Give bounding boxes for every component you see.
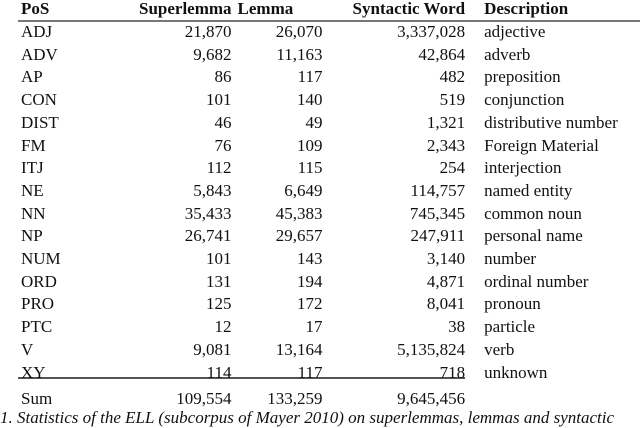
- table-row: [18, 66, 618, 89]
- table-row: [18, 157, 618, 180]
- table-cell: 482: [439, 67, 466, 87]
- table-cell: PRO: [21, 294, 55, 314]
- table-cell: ORD: [21, 271, 57, 291]
- table-row: [18, 89, 618, 112]
- table-cell: 194: [297, 271, 323, 291]
- table-cell: 133,259: [267, 389, 323, 409]
- column-header: Superlemma: [139, 0, 232, 18]
- column-header: Description: [484, 0, 569, 18]
- table-cell: 42,864: [418, 44, 466, 64]
- table-cell: NE: [21, 180, 44, 200]
- table-cell: XY: [21, 362, 46, 382]
- table-cell: 109,554: [176, 389, 232, 409]
- table-row: [18, 316, 618, 339]
- table-cell: 46: [214, 112, 232, 132]
- table-cell: 3,140: [426, 249, 466, 269]
- pos-statistics-table: [18, 0, 618, 411]
- table-cell: NP: [21, 226, 43, 246]
- table-cell: particle: [484, 317, 536, 337]
- table-cell: 114,757: [410, 180, 466, 200]
- table-cell: 9,081: [193, 339, 232, 359]
- table-cell: personal name: [484, 226, 583, 246]
- table-row: [18, 44, 618, 67]
- table-cell: 17: [305, 317, 323, 337]
- table-cell: 101: [206, 90, 232, 110]
- table-row: [18, 271, 618, 294]
- table-cell: DIST: [21, 112, 59, 132]
- table-cell: 8,041: [426, 294, 466, 314]
- table-cell: 12: [214, 317, 232, 337]
- table-cell: 35,433: [184, 203, 232, 223]
- header-row: [18, 0, 618, 21]
- table-row: [18, 135, 618, 158]
- table-cell: adjective: [484, 22, 546, 41]
- table-cell: 140: [297, 90, 323, 110]
- table-cell: 112: [206, 158, 232, 178]
- table-cell: 131: [206, 271, 232, 291]
- table-cell: pronoun: [484, 294, 541, 314]
- table-cell: 115: [297, 158, 323, 178]
- table-cell: ADJ: [21, 22, 53, 41]
- table-cell: 26,070: [275, 22, 323, 41]
- table-cell: 117: [297, 67, 323, 87]
- table-cell: 9,645,456: [397, 389, 466, 409]
- table-cell: CON: [21, 90, 57, 110]
- table-row: [18, 112, 618, 135]
- table-cell: AP: [21, 67, 43, 87]
- column-header: Syntactic Word: [352, 0, 466, 18]
- table-cell: ordinal number: [484, 271, 589, 291]
- table-cell: 4,871: [426, 271, 466, 291]
- table-cell: 5,135,824: [397, 339, 466, 359]
- table-cell: NN: [21, 203, 46, 223]
- table-cell: 26,741: [184, 226, 232, 246]
- table-cell: adverb: [484, 44, 531, 64]
- table-cell: 13,164: [275, 339, 323, 359]
- table-cell: 49: [305, 112, 323, 132]
- table-cell: 2,343: [426, 135, 466, 155]
- table-cell: Foreign Material: [484, 135, 599, 155]
- table-row: [18, 21, 618, 44]
- table-row: [18, 339, 618, 362]
- sum-row: [18, 384, 618, 411]
- table-cell: 125: [206, 294, 232, 314]
- table-cell: 172: [297, 294, 323, 314]
- table-cell: interjection: [484, 158, 562, 178]
- table-row: [18, 225, 618, 248]
- column-header: Lemma: [237, 0, 294, 18]
- table-row: [18, 248, 618, 271]
- table-row: [18, 203, 618, 226]
- table-cell: 1,321: [426, 112, 466, 132]
- table-cell: 21,870: [184, 22, 232, 41]
- table-caption: 1. Statistics of the ELL (subcorpus of Mayer 2010) on superlemmas, lemmas and syntactic: [0, 408, 615, 427]
- table-cell: FM: [21, 135, 46, 155]
- table-cell: 143: [297, 249, 323, 269]
- table-cell: number: [484, 249, 537, 269]
- table-cell: verb: [484, 339, 515, 359]
- table-cell: NUM: [21, 249, 61, 269]
- table-cell: PTC: [21, 317, 53, 337]
- table-cell: 9,682: [193, 44, 232, 64]
- table-row: [18, 293, 618, 316]
- table-cell: common noun: [484, 203, 582, 223]
- table-cell: 718: [439, 362, 466, 382]
- table-cell: conjunction: [484, 90, 565, 110]
- table-cell: 86: [214, 67, 232, 87]
- table-cell: 5,843: [193, 180, 232, 200]
- table-cell: 11,163: [276, 44, 323, 64]
- table-cell: unknown: [484, 362, 548, 382]
- table-cell: 109: [297, 135, 323, 155]
- table-row: [18, 362, 618, 385]
- table-cell: 745,345: [409, 203, 466, 223]
- table-cell: 519: [439, 90, 466, 110]
- table-cell: 45,383: [275, 203, 323, 223]
- table-cell: preposition: [484, 67, 561, 87]
- table-cell: 117: [297, 362, 323, 382]
- table-cell: Sum: [21, 389, 53, 409]
- table-cell: 101: [206, 249, 232, 269]
- table-cell: ADV: [21, 44, 58, 64]
- table-cell: 247,911: [410, 226, 466, 246]
- table-cell: 6,649: [284, 180, 323, 200]
- table-cell: 76: [214, 135, 232, 155]
- table-cell: 38: [448, 317, 466, 337]
- column-header: PoS: [21, 0, 50, 18]
- table-cell: 114: [206, 362, 232, 382]
- table-cell: ITJ: [21, 158, 44, 178]
- table-cell: distributive number: [484, 112, 618, 132]
- table-cell: [465, 384, 618, 411]
- table-cell: named entity: [484, 180, 573, 200]
- table-row: [18, 180, 618, 203]
- table-cell: 3,337,028: [397, 22, 466, 41]
- table-cell: 29,657: [275, 226, 323, 246]
- table-cell: V: [21, 339, 34, 359]
- table-cell: 254: [439, 158, 466, 178]
